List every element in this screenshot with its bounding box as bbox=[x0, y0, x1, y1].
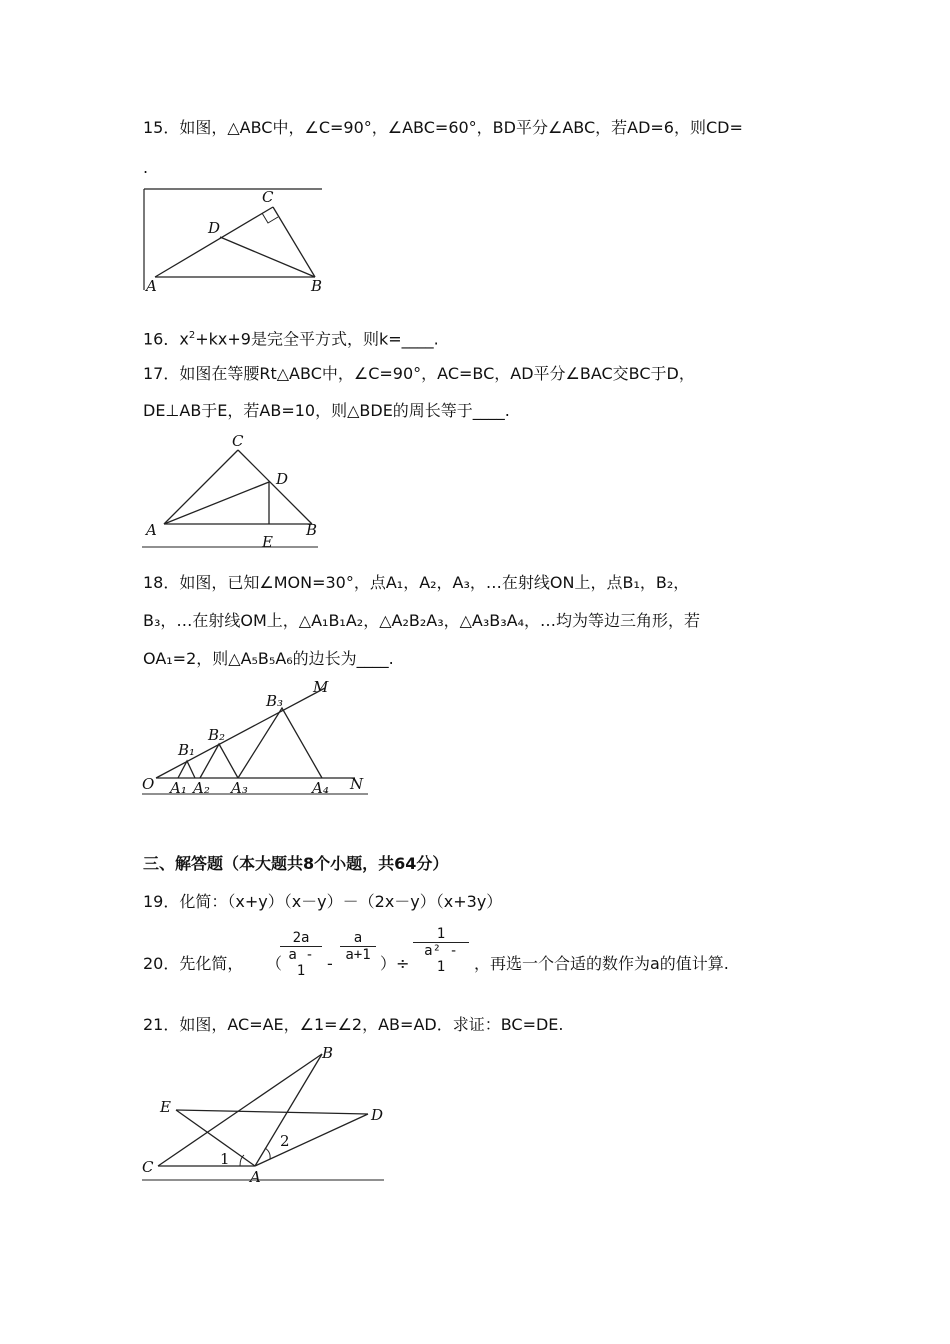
label-a: A bbox=[146, 521, 157, 539]
label-a1: A₁ bbox=[170, 779, 187, 797]
q17-line1: 17．如图在等腰Rt△ABC中，∠C=90°，AC=BC，AD平分∠BAC交BC于D， bbox=[143, 364, 695, 383]
label-e: E bbox=[160, 1098, 171, 1116]
q20-close-divide: ）÷ bbox=[380, 954, 410, 973]
label-a3: A₃ bbox=[231, 779, 248, 797]
label-d: D bbox=[371, 1106, 384, 1124]
q21-figure bbox=[140, 1042, 390, 1184]
right-angle-mark bbox=[262, 213, 278, 223]
label-b1: B₁ bbox=[178, 741, 196, 759]
label-d: D bbox=[276, 470, 289, 488]
q20-fraction-2 bbox=[340, 930, 376, 963]
side-cb bbox=[273, 207, 315, 277]
segment-ad bbox=[255, 1114, 368, 1166]
label-b: B bbox=[311, 277, 323, 295]
fraction-1-numerator: 2a bbox=[280, 930, 322, 947]
side-cb bbox=[238, 450, 312, 524]
q17-figure bbox=[140, 432, 330, 554]
fraction-2-denominator: a+1 bbox=[345, 947, 371, 963]
label-b: B bbox=[322, 1044, 334, 1062]
q18-line1: 18．如图，已知∠MON=30°，点A₁，A₂，A₃，…在射线ON上，点B₁，B₂， bbox=[143, 573, 690, 592]
label-a4: A₄ bbox=[312, 779, 329, 797]
angle-1-arc bbox=[240, 1155, 244, 1166]
label-c: C bbox=[142, 1158, 154, 1176]
label-a: A bbox=[250, 1168, 261, 1184]
section-3-title: 三、解答题（本大题共8个小题，共64分） bbox=[143, 854, 449, 873]
q15-answer-dot: . bbox=[143, 158, 149, 177]
fraction-3-numerator: 1 bbox=[413, 926, 469, 943]
label-b2: B₂ bbox=[208, 726, 226, 744]
label-n: N bbox=[350, 775, 364, 793]
label-m: M bbox=[313, 678, 329, 696]
q20-suffix: ，再选一个合适的数作为a的值计算. bbox=[474, 954, 729, 973]
angle-2-arc bbox=[265, 1148, 270, 1159]
fraction-1-denominator: a - 1 bbox=[288, 947, 314, 979]
q19-text: 19．化简：（x+y）（x－y）－（2x－y）（x+3y） bbox=[143, 892, 503, 911]
triangle-1 bbox=[178, 761, 195, 778]
label-angle-1: 1 bbox=[220, 1150, 230, 1168]
side-ac bbox=[155, 207, 273, 277]
triangle-3 bbox=[238, 708, 322, 778]
label-e: E bbox=[262, 533, 273, 551]
label-d: D bbox=[208, 219, 221, 237]
segment-ea bbox=[176, 1110, 255, 1166]
q20-minus: - bbox=[327, 954, 333, 973]
label-c: C bbox=[232, 432, 244, 450]
q15-text: 15．如图，△ABC中，∠C=90°，∠ABC=60°，BD平分∠ABC，若AD=6，则CD= bbox=[143, 118, 743, 137]
segment-ed bbox=[176, 1110, 368, 1114]
q21-text: 21．如图，AC=AE，∠1=∠2，AB=AD．求证：BC=DE. bbox=[143, 1015, 564, 1034]
label-a2: A₂ bbox=[193, 779, 210, 797]
label-a: A bbox=[146, 277, 157, 295]
q17-line2: DE⊥AB于E，若AB=10，则△BDE的周长等于____. bbox=[143, 401, 510, 420]
q18-figure bbox=[140, 678, 370, 798]
q20-fraction-3 bbox=[413, 926, 469, 975]
q18-line3: OA₁=2，则△A₅B₅A₆的边长为____. bbox=[143, 649, 394, 668]
fraction-2-numerator: a bbox=[340, 930, 376, 947]
q20-open-paren: （ bbox=[266, 954, 283, 973]
q20-prefix: 20．先化简， bbox=[143, 954, 244, 973]
ray-om bbox=[156, 688, 325, 778]
label-b: B bbox=[306, 521, 318, 539]
bisector-bd bbox=[220, 237, 315, 277]
side-ac bbox=[164, 450, 238, 524]
q18-line2: B₃，…在射线OM上，△A₁B₁A₂，△A₂B₂A₃，△A₃B₃A₄，…均为等边三角形，若 bbox=[143, 611, 701, 630]
label-c: C bbox=[262, 188, 274, 206]
label-angle-2: 2 bbox=[280, 1132, 290, 1150]
bisector-ad bbox=[164, 482, 269, 524]
label-b3: B₃ bbox=[266, 692, 284, 710]
label-o: O bbox=[142, 775, 155, 793]
q16-text: 16．$x^2+kx+9$是完全平方式，则k=____. bbox=[143, 329, 439, 349]
fraction-3-denominator: a² - 1 bbox=[424, 943, 458, 975]
q20-fraction-1 bbox=[280, 930, 322, 979]
q15-figure bbox=[140, 185, 330, 295]
triangle-2 bbox=[200, 744, 238, 778]
